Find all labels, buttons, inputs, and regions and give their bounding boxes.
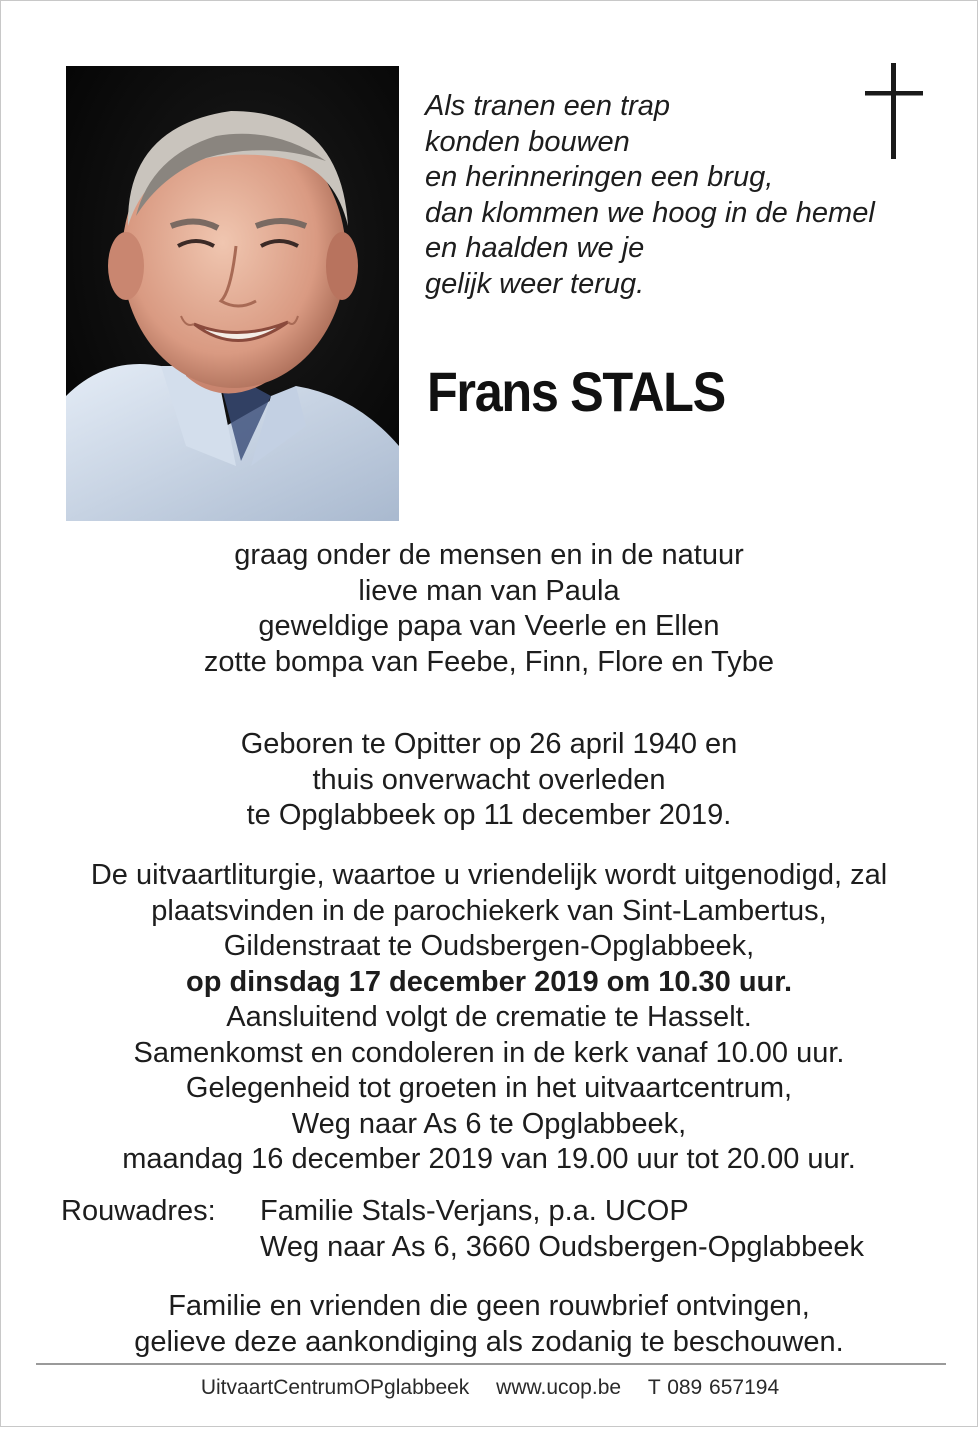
funeral-line: Weg naar As 6 te Opglabbeek, — [291, 1107, 687, 1140]
closing-line: gelieve deze aankondiging als zodanig te beschouwen. — [134, 1325, 844, 1358]
funeral-line: Aansluitend volgt de crematie te Hasselt. — [226, 1001, 752, 1033]
funeral-line: maandag 16 december 2019 van 19.00 uur tot 20.00 uur. — [122, 1143, 856, 1175]
address-label: Rouwadres: — [61, 1195, 216, 1227]
funeral-line: Gildenstraat te Oudsbergen-Opglabbeek, — [223, 930, 755, 962]
closing-note — [31, 1289, 947, 1360]
footer-website[interactable]: www.ucop.be — [496, 1376, 622, 1399]
address-lines — [260, 1194, 864, 1265]
birth-death-line: Geboren te Opitter op 26 april 1940 en — [240, 728, 738, 760]
birth-death-line: thuis onverwacht overleden — [312, 763, 666, 796]
footer — [1, 1376, 979, 1400]
poem — [425, 89, 875, 302]
cross-icon — [865, 63, 923, 161]
footer-phone: T 089 657194 — [647, 1376, 780, 1399]
description-line: lieve man van Paula — [358, 574, 620, 607]
funeral-info — [31, 858, 947, 1178]
address-line: Weg naar As 6, 3660 Oudsbergen-Opglabbeek — [260, 1230, 865, 1263]
description-line: geweldige papa van Veerle en Ellen — [258, 610, 720, 642]
birth-death-info — [31, 727, 947, 834]
poem-line: en haalden we je — [425, 232, 645, 264]
poem-line: konden bouwen — [425, 125, 630, 158]
funeral-date: op dinsdag 17 december 2019 om 10.30 uur. — [185, 965, 793, 998]
poem-line: gelijk weer terug. — [425, 267, 645, 300]
funeral-line: Gelegenheid tot groeten in het uitvaartcentrum, — [185, 1072, 793, 1104]
deceased-name: Frans STALS — [427, 360, 725, 423]
poem-line: en herinneringen een brug, — [425, 161, 774, 193]
funeral-line: plaatsvinden in de parochiekerk van Sint-Lambertus, — [151, 894, 827, 927]
funeral-line: Samenkomst en condoleren in de kerk vanaf 10.00 uur. — [133, 1036, 845, 1069]
poem-line: Als tranen een trap — [425, 90, 671, 122]
portrait-photo — [66, 66, 399, 521]
description-line: zotte bompa van Feebe, Finn, Flore en Tybe — [203, 645, 775, 678]
description — [31, 538, 947, 680]
closing-line: Familie en vrienden die geen rouwbrief ontvingen, — [168, 1290, 810, 1322]
funeral-line: De uitvaartliturgie, waartoe u vriendelijk wordt uitgenodigd, zal — [90, 859, 888, 891]
footer-company: UitvaartCentrumOPglabbeek — [200, 1376, 470, 1399]
birth-death-line: te Opglabbeek op 11 december 2019. — [246, 799, 732, 831]
poem-line: dan klommen we hoog in de hemel — [425, 196, 875, 229]
address-line: Familie Stals-Verjans, p.a. UCOP — [260, 1195, 689, 1227]
footer-divider — [36, 1363, 946, 1365]
description-line: graag onder de mensen en in de natuur — [234, 539, 744, 571]
